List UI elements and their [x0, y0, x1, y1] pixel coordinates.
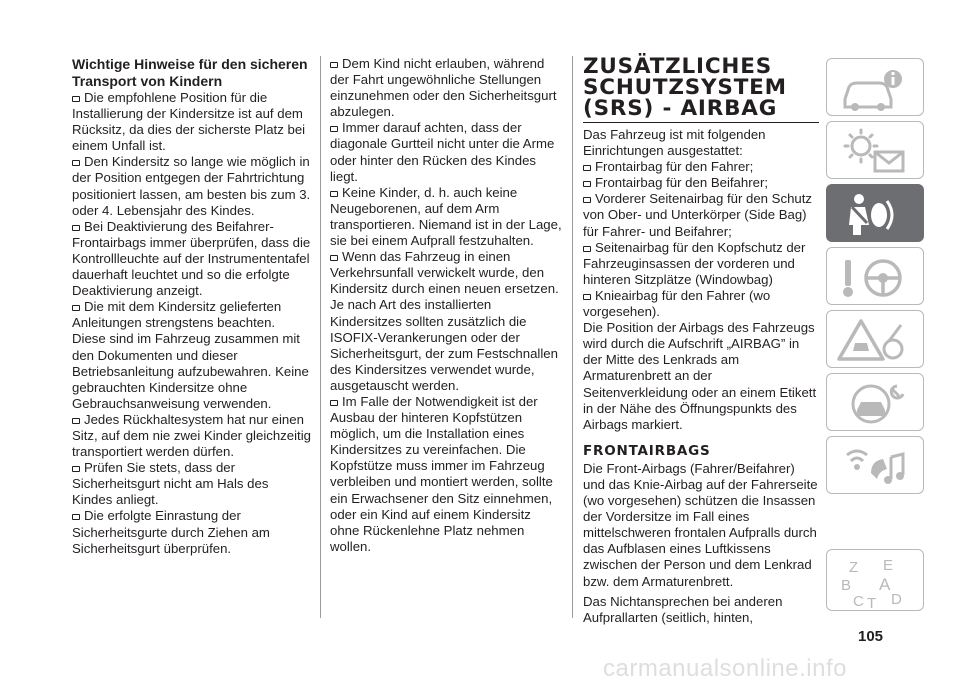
- list-item: Vorderer Seitenairbag für den Schutz von Ober- und Unterkörper (Side Bag) für Fahrer- und Beifahrer;: [583, 191, 812, 239]
- paragraph: Das Nichtansprechen bei anderen Aufprallarten (seitlich, hinten,: [583, 593, 783, 625]
- right-column: [583, 56, 819, 626]
- key-steering-wheel-icon: [827, 248, 925, 306]
- bullet-icon: [72, 466, 80, 472]
- list-item: Frontairbag für den Fahrer;: [583, 159, 819, 175]
- bullet-icon: [72, 96, 80, 102]
- bullet-icon: [330, 255, 338, 261]
- satellite-music-icon: [827, 437, 925, 495]
- sun-envelope-icon: [827, 122, 925, 180]
- bullet-icon: [72, 514, 80, 520]
- list-item: Die empfohlene Position für die Installierung der Kindersitze ist auf dem Rücksitz, da dies der sicherste Platz bei einem Unfall ist.: [72, 90, 306, 154]
- bullet-icon: [330, 62, 338, 68]
- list-item: Jedes Rückhaltesystem hat nur einen Sitz, auf dem nie zwei Kinder gleichzeitig transportiert werden dürfen.: [72, 411, 311, 460]
- list-item: Seitenairbag für den Kopfschutz der Fahrzeuginsassen der vorderen und hinteren Sitzplätze (Windowbag): [583, 239, 806, 287]
- index-letter: E: [883, 557, 894, 574]
- list-item: Im Falle der Notwendigkeit ist der Ausbau der hinteren Kopfstützen möglich, um die Installation eines Kindersitzes zu vereinfachen. Die Kopfstütze muss immer im Fahrzeug verbleiben und montiert werden, sollte ein Erwachsener den Sitz einnehmen, oder ein Kind auf einem Kindersitz ohne Rückenlehne Platz nehmen wollen.: [330, 393, 553, 554]
- bullet-icon: [72, 225, 80, 231]
- alphabet-index-icon: [827, 550, 925, 612]
- list-item: Den Kindersitz so lange wie möglich in der Position entgegen der Fahrtrichtung positioniert lassen, am besten bis zum 3. oder 4. Lebensjahr des Kindes.: [72, 154, 311, 218]
- chapter-title: ZUSÄTZLICHES SCHUTZSYSTEM (SRS) - AIRBAG: [583, 56, 819, 123]
- seatbelt-airbag-icon: [827, 185, 925, 243]
- section-heading: Wichtige Hinweise für den sicheren Transport von Kindern: [72, 56, 308, 89]
- index-letter: C: [853, 593, 864, 610]
- bullet-icon: [72, 160, 80, 166]
- paragraph: Die Position der Airbags des Fahrzeugs wird durch die Aufschrift „AIRBAG” in der Mitte des Lenkrads am Armaturenbrett an der Seitenverkleidung oder an einem Etikett in der Nähe des Öffnungspunkts des Airbags markiert.: [583, 320, 817, 432]
- column-divider: [320, 56, 321, 618]
- list-item: Wenn das Fahrzeug in einen Verkehrsunfall verwickelt wurde, den Kindersitz durch einen neuen ersetzen. Je nach Art des installierten Kindersitzes sollten zusätzlich die ISOFIX-Verankerungen oder der Sicherheitsgurt, der zum Festschnallen des Kindersitzes verwendet wurde, ausgetauscht werden.: [330, 249, 559, 393]
- index-letter: A: [879, 575, 891, 594]
- middle-column: [330, 56, 562, 555]
- tab-maintenance[interactable]: [826, 373, 924, 431]
- list-item: Knieairbag für den Fahrer (wo vorgesehen).: [583, 287, 771, 320]
- warning-triangle-car-icon: [827, 311, 925, 369]
- bullet-icon: [72, 305, 80, 311]
- bullet-icon: [330, 400, 338, 406]
- tab-vehicle-overview[interactable]: [826, 58, 924, 116]
- index-letter: T: [867, 595, 877, 612]
- bullet-icon: [583, 197, 591, 203]
- car-info-icon: [827, 59, 925, 117]
- tab-alphabetical-index[interactable]: [826, 549, 924, 611]
- paragraph: Die Front-Airbags (Fahrer/Beifahrer) und das Knie-Airbag auf der Fahrerseite (wo vorgesehen) schützen die Insassen der Vordersitze im Fall eines mittelschweren frontalen Aufpralls durch das Aufblasen eines Luftkissens zwischen der Person und dem Lenkrad bzw. dem Armaturenbrett.: [583, 460, 818, 589]
- page-number: 105: [858, 628, 884, 645]
- bullet-icon: [330, 126, 338, 132]
- bullet-icon: [583, 246, 591, 252]
- bullet-icon: [72, 418, 80, 424]
- left-column: [72, 56, 312, 557]
- intro-text: Das Fahrzeug ist mit folgenden Einrichtungen ausgestattet:: [583, 127, 766, 159]
- section-subtitle: FRONTAIRBAGS: [583, 442, 711, 459]
- bullet-icon: [583, 165, 591, 171]
- list-item: Immer darauf achten, dass der diagonale Gurtteil nicht unter die Arme oder hinter den Rücken des Kindes liegt.: [330, 120, 555, 184]
- index-letter: B: [841, 577, 852, 594]
- list-item: Frontairbag für den Beifahrer;: [583, 175, 819, 191]
- list-item: Die mit dem Kindersitz gelieferten Anleitungen strengstens beachten. Diese sind im Fahrzeug zusammen mit den Dokumenten und dieser Betriebsanleitung aufzubewahren. Keine gebrauchten Kindersitze ohne Gebrauchsanweisung verwenden.: [72, 299, 309, 411]
- tab-safety[interactable]: [826, 184, 924, 242]
- tab-starting-driving[interactable]: [826, 247, 924, 305]
- bullet-icon: [583, 294, 591, 300]
- list-item: Bei Deaktivierung des Beifahrer-Frontairbags immer überprüfen, dass die Kontrollleuchte auf der Instrumententafel dauerhaft leuchtet und so die erfolgte Deaktivierung anzeigt.: [72, 218, 311, 299]
- list-item: Dem Kind nicht erlauben, während der Fahrt ungewöhnliche Stellungen einzunehmen oder den Sicherheitsgurt abzulegen.: [330, 56, 557, 120]
- index-letter: Z: [849, 559, 859, 576]
- watermark: carmanualsonline.info: [603, 655, 847, 682]
- bullet-icon: [330, 191, 338, 197]
- list-item: Keine Kinder, d. h. auch keine Neugeborenen, auf dem Arm transportieren. Niemand ist in der Lage, sie bei einem Aufprall festzuhalten.: [330, 184, 562, 249]
- wrench-car-icon: [827, 374, 925, 432]
- list-item: Prüfen Sie stets, dass der Sicherheitsgurt nicht am Hals des Kindes anliegt.: [72, 460, 269, 508]
- tab-emergency[interactable]: [826, 310, 924, 368]
- list-item: Die erfolgte Einrastung der Sicherheitsgurte durch Ziehen am Sicherheitsgurt überprüfen.: [72, 508, 270, 556]
- index-letter: D: [891, 591, 902, 608]
- bullet-icon: [583, 181, 591, 187]
- tab-dashboard[interactable]: [826, 121, 924, 179]
- column-divider: [572, 56, 573, 618]
- tab-multimedia[interactable]: [826, 436, 924, 494]
